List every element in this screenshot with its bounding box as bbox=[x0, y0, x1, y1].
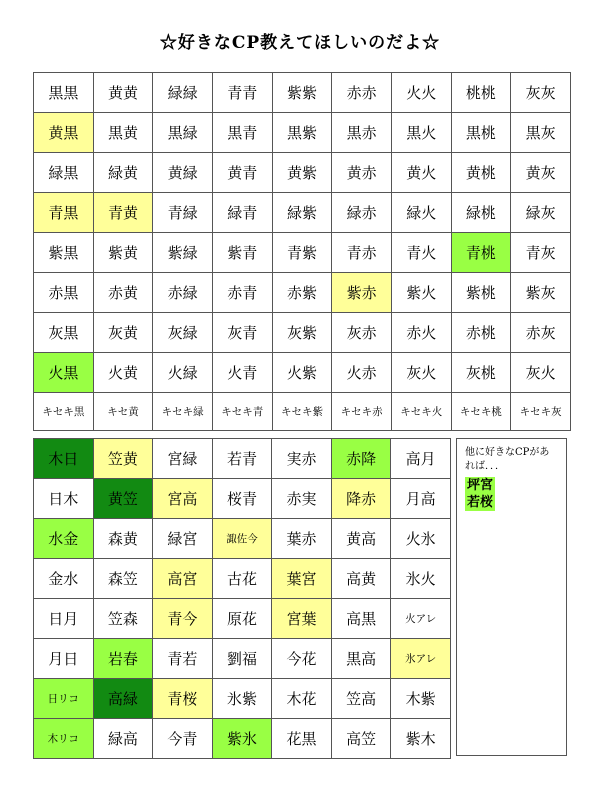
cp-cell: 黒青 bbox=[212, 113, 272, 153]
cp-cell: 森笠 bbox=[93, 559, 153, 599]
grid-row bbox=[34, 113, 571, 153]
cp-cell: 黄黄 bbox=[93, 73, 153, 113]
cp-cell: 氷火 bbox=[391, 559, 451, 599]
cp-cell: 緑紫 bbox=[272, 193, 332, 233]
cp-cell: 劉福 bbox=[212, 639, 272, 679]
cp-cell: 緑赤 bbox=[332, 193, 392, 233]
cp-cell: 黒赤 bbox=[332, 113, 392, 153]
grid-row bbox=[34, 73, 571, 113]
cp-cell: 黄桃 bbox=[451, 153, 511, 193]
cp-cell: キセキ青 bbox=[212, 393, 272, 431]
cp-cell: 紫緑 bbox=[153, 233, 213, 273]
cp-cell: 木リコ bbox=[34, 719, 94, 759]
cp-cell: 日月 bbox=[34, 599, 94, 639]
cp-cell: 紫氷 bbox=[212, 719, 272, 759]
cp-cell: 古花 bbox=[212, 559, 272, 599]
grid-row bbox=[34, 599, 451, 639]
cp-cell: 木紫 bbox=[391, 679, 451, 719]
cp-cell: 青灰 bbox=[511, 233, 571, 273]
cp-cell: 紫黄 bbox=[93, 233, 153, 273]
cp-cell: 緑黒 bbox=[34, 153, 94, 193]
cp-cell: 黒桃 bbox=[451, 113, 511, 153]
cp-cell: 灰火 bbox=[391, 353, 451, 393]
cp-cell: 木花 bbox=[272, 679, 332, 719]
grid-row bbox=[34, 639, 451, 679]
cp-cell: 高黄 bbox=[331, 559, 391, 599]
cp-cell: 金水 bbox=[34, 559, 94, 599]
cp-cell: 青火 bbox=[391, 233, 451, 273]
cp-cell: 緑黄 bbox=[93, 153, 153, 193]
cp-cell: 笠黄 bbox=[93, 439, 153, 479]
cp-cell: 実赤 bbox=[272, 439, 332, 479]
cp-cell: 灰火 bbox=[511, 353, 571, 393]
cp-cell: 火氷 bbox=[391, 519, 451, 559]
cp-cell: 氷紫 bbox=[212, 679, 272, 719]
cp-cell: 青若 bbox=[153, 639, 213, 679]
cp-cell: 青今 bbox=[153, 599, 213, 639]
cp-cell: 赤降 bbox=[331, 439, 391, 479]
cp-cell: 紫青 bbox=[212, 233, 272, 273]
cp-cell: 高緑 bbox=[93, 679, 153, 719]
cp-cell: 黄灰 bbox=[511, 153, 571, 193]
cp-cell: 黒黄 bbox=[93, 113, 153, 153]
cp-cell: 日木 bbox=[34, 479, 94, 519]
cp-cell: 紫木 bbox=[391, 719, 451, 759]
cp-cell: 諏佐今 bbox=[212, 519, 272, 559]
cp-cell: 火アレ bbox=[391, 599, 451, 639]
cp-cell: 灰青 bbox=[212, 313, 272, 353]
cp-cell: キセキ黒 bbox=[34, 393, 94, 431]
cp-cell: 黒緑 bbox=[153, 113, 213, 153]
cp-cell: 桃桃 bbox=[451, 73, 511, 113]
cp-cell: 緑灰 bbox=[511, 193, 571, 233]
cp-cell: 高月 bbox=[391, 439, 451, 479]
other-cp-box bbox=[456, 438, 567, 756]
cp-cell: 森黄 bbox=[93, 519, 153, 559]
cp-cell: 赤黄 bbox=[93, 273, 153, 313]
cp-cell: 青黄 bbox=[93, 193, 153, 233]
cp-cell: 火赤 bbox=[332, 353, 392, 393]
cp-cell: キセ黄 bbox=[93, 393, 153, 431]
cp-cell: 黄高 bbox=[331, 519, 391, 559]
cp-cell: 桜青 bbox=[212, 479, 272, 519]
cp-cell: 灰紫 bbox=[272, 313, 332, 353]
cp-cell: 黄赤 bbox=[332, 153, 392, 193]
cp-cell: 笠高 bbox=[331, 679, 391, 719]
cp-cell: キセキ緑 bbox=[153, 393, 213, 431]
cp-cell: 笠森 bbox=[93, 599, 153, 639]
cp-cell: 紫火 bbox=[391, 273, 451, 313]
cp-cell: 黒高 bbox=[331, 639, 391, 679]
cp-cell: 紫紫 bbox=[272, 73, 332, 113]
cp-cell: 高黒 bbox=[331, 599, 391, 639]
cp-grid-secondary bbox=[33, 438, 451, 759]
cp-cell: 水金 bbox=[34, 519, 94, 559]
cp-cell: 宮緑 bbox=[153, 439, 213, 479]
cp-cell: 今青 bbox=[153, 719, 213, 759]
cp-cell: キセキ桃 bbox=[451, 393, 511, 431]
grid-row bbox=[34, 393, 571, 431]
cp-cell: 赤青 bbox=[212, 273, 272, 313]
cp-cell: 赤黒 bbox=[34, 273, 94, 313]
cp-cell: 火黄 bbox=[93, 353, 153, 393]
grid-row bbox=[34, 313, 571, 353]
cp-cell: 緑火 bbox=[391, 193, 451, 233]
cp-cell: 青紫 bbox=[272, 233, 332, 273]
cp-cell: キセキ赤 bbox=[332, 393, 392, 431]
cp-cell: 火緑 bbox=[153, 353, 213, 393]
cp-cell: 黒灰 bbox=[511, 113, 571, 153]
cp-cell: 灰黒 bbox=[34, 313, 94, 353]
cp-cell: 灰緑 bbox=[153, 313, 213, 353]
grid-row bbox=[34, 353, 571, 393]
cp-cell: 青桜 bbox=[153, 679, 213, 719]
cp-cell: 日リコ bbox=[34, 679, 94, 719]
cp-cell: 黄紫 bbox=[272, 153, 332, 193]
cp-cell: 赤赤 bbox=[332, 73, 392, 113]
cp-cell: 灰黄 bbox=[93, 313, 153, 353]
cp-cell: 黒火 bbox=[391, 113, 451, 153]
cp-cell: 紫桃 bbox=[451, 273, 511, 313]
cp-cell: 若青 bbox=[212, 439, 272, 479]
grid-row bbox=[34, 519, 451, 559]
cp-cell: 赤実 bbox=[272, 479, 332, 519]
grid-row bbox=[34, 193, 571, 233]
cp-cell: 火青 bbox=[212, 353, 272, 393]
cp-cell: 赤紫 bbox=[272, 273, 332, 313]
other-cp-prompt: 他に好きなCPがあれば．．． bbox=[465, 447, 550, 472]
cp-cell: 赤火 bbox=[391, 313, 451, 353]
cp-cell: キセキ灰 bbox=[511, 393, 571, 431]
cp-cell: 黄黒 bbox=[34, 113, 94, 153]
page-title: ☆好きなCP教えてほしいのだよ☆ bbox=[159, 33, 441, 53]
grid-row bbox=[34, 719, 451, 759]
cp-cell: 月日 bbox=[34, 639, 94, 679]
cp-cell: キセキ紫 bbox=[272, 393, 332, 431]
grid-row bbox=[34, 273, 571, 313]
grid-row bbox=[34, 679, 451, 719]
grid-row bbox=[34, 479, 451, 519]
cp-cell: 緑桃 bbox=[451, 193, 511, 233]
cp-cell: 緑高 bbox=[93, 719, 153, 759]
cp-cell: 宮高 bbox=[153, 479, 213, 519]
cp-cell: 葉赤 bbox=[272, 519, 332, 559]
cp-cell: 紫灰 bbox=[511, 273, 571, 313]
cp-cell: 黒紫 bbox=[272, 113, 332, 153]
cp-cell: 灰灰 bbox=[511, 73, 571, 113]
cp-cell: 花黒 bbox=[272, 719, 332, 759]
cp-cell: 紫黒 bbox=[34, 233, 94, 273]
cp-cell: 黄笠 bbox=[93, 479, 153, 519]
cp-grid-main bbox=[33, 72, 571, 431]
cp-cell: 紫赤 bbox=[332, 273, 392, 313]
cp-cell: 降赤 bbox=[331, 479, 391, 519]
cp-cell: 黄緑 bbox=[153, 153, 213, 193]
cp-cell: 青緑 bbox=[153, 193, 213, 233]
cp-cell: 緑緑 bbox=[153, 73, 213, 113]
cp-cell: 今花 bbox=[272, 639, 332, 679]
cp-cell: 氷アレ bbox=[391, 639, 451, 679]
cp-cell: 赤緑 bbox=[153, 273, 213, 313]
cp-cell: 緑青 bbox=[212, 193, 272, 233]
cp-cell: 木日 bbox=[34, 439, 94, 479]
cp-cell: 赤灰 bbox=[511, 313, 571, 353]
cp-cell: 黄火 bbox=[391, 153, 451, 193]
cp-cell: 高宮 bbox=[153, 559, 213, 599]
grid-row bbox=[34, 153, 571, 193]
cp-cell: 月高 bbox=[391, 479, 451, 519]
grid-row bbox=[34, 233, 571, 273]
other-cp-entry: 若桜 bbox=[467, 495, 494, 510]
cp-cell: 緑宮 bbox=[153, 519, 213, 559]
cp-cell: 灰桃 bbox=[451, 353, 511, 393]
cp-cell: 火紫 bbox=[272, 353, 332, 393]
cp-cell: 宮葉 bbox=[272, 599, 332, 639]
cp-cell: 青黒 bbox=[34, 193, 94, 233]
cp-cell: 火黒 bbox=[34, 353, 94, 393]
grid-row bbox=[34, 559, 451, 599]
cp-cell: 青赤 bbox=[332, 233, 392, 273]
other-cp-entry: 坪宮 bbox=[467, 478, 494, 493]
cp-cell: キセキ火 bbox=[391, 393, 451, 431]
cp-cell: 岩春 bbox=[93, 639, 153, 679]
cp-cell: 青青 bbox=[212, 73, 272, 113]
cp-cell: 灰赤 bbox=[332, 313, 392, 353]
cp-cell: 青桃 bbox=[451, 233, 511, 273]
cp-cell: 原花 bbox=[212, 599, 272, 639]
cp-cell: 赤桃 bbox=[451, 313, 511, 353]
cp-cell: 火火 bbox=[391, 73, 451, 113]
cp-cell: 高笠 bbox=[331, 719, 391, 759]
cp-cell: 黒黒 bbox=[34, 73, 94, 113]
grid-row bbox=[34, 439, 451, 479]
cp-cell: 葉宮 bbox=[272, 559, 332, 599]
cp-cell: 黄青 bbox=[212, 153, 272, 193]
